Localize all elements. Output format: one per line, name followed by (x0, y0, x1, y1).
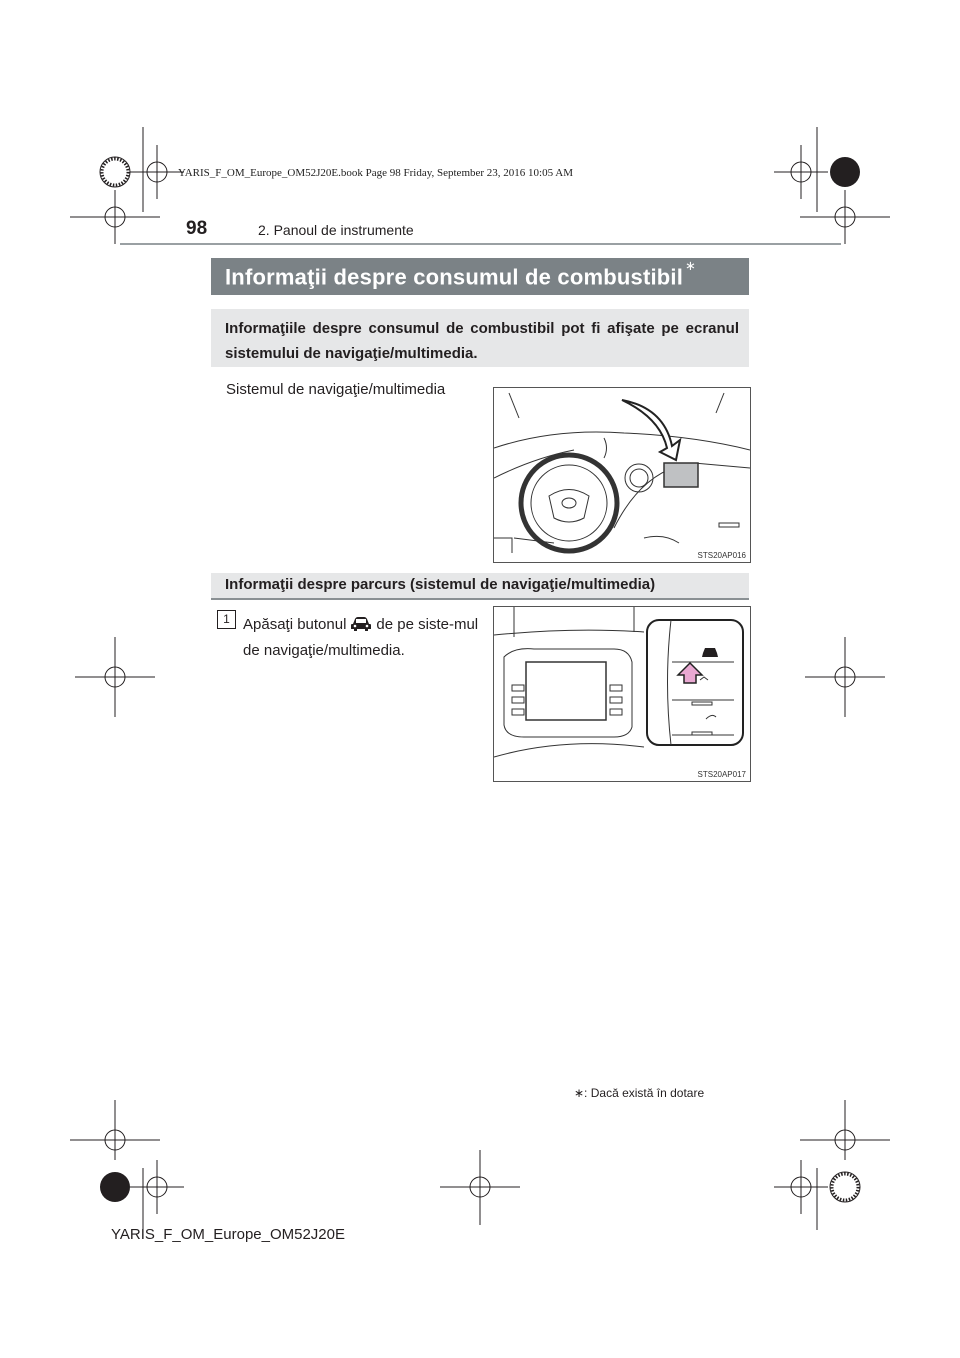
title-bar (211, 258, 749, 295)
figure-code: STS20AP017 (697, 770, 746, 779)
footnote: ∗: Dacă există în dotare (574, 1086, 705, 1100)
page-title-text: Informaţii despre consumul de combustibil (225, 264, 684, 290)
header-rule (120, 243, 841, 245)
section-title: 2. Panoul de instrumente (258, 222, 414, 238)
page-title (225, 258, 697, 290)
intro-box (211, 309, 749, 367)
step-text-after: de pe siste-mul de navigaţie/multimedia. (243, 616, 479, 659)
subheading: Informaţii despre parcurs (sistemul de navigaţie/multimedia) (225, 576, 656, 593)
title-asterisk: ∗ (685, 258, 697, 273)
dashboard-illustration (494, 388, 750, 562)
step-text (243, 612, 483, 664)
step-number: 1 (217, 610, 236, 629)
footer-code: YARIS_F_OM_Europe_OM52J20E (111, 1226, 346, 1243)
multimedia-figure (493, 606, 751, 782)
page-number: 98 (186, 218, 208, 239)
figure-caption: Sistemul de navigaţie/multimedia (226, 381, 446, 398)
subheading-bar (211, 573, 749, 600)
dashboard-figure (493, 387, 751, 563)
step-text-before: Apăsaţi butonul (243, 616, 347, 633)
intro-text: Informaţiile despre consumul de combustibil pot fi afişate pe ecranul sistemului de navigaţie/multimedia. (225, 320, 739, 362)
multimedia-illustration (494, 607, 750, 781)
print-header: YARIS_F_OM_Europe_OM52J20E.book Page 98 Friday, September 23, 2016 10:05 AM (178, 167, 573, 179)
figure-code: STS20AP016 (697, 551, 746, 560)
car-icon (350, 616, 372, 632)
